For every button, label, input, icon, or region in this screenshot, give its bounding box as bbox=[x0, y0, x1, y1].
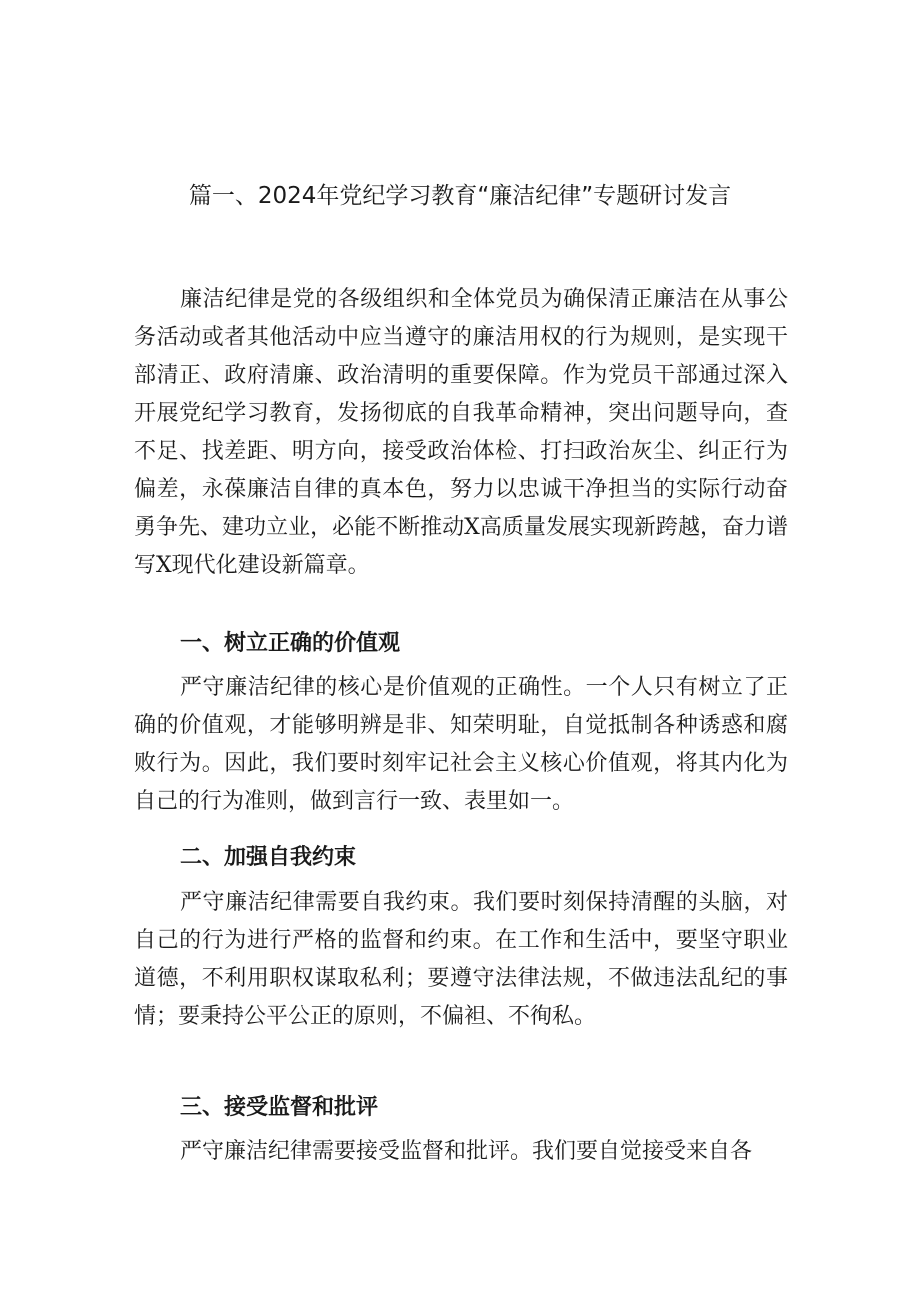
section-paragraph-self-discipline: 严守廉洁纪律需要自我约束。我们要时刻保持清醒的头脑，对自己的行为进行严格的监督和约束。在工作和生活中，要坚守职业道德，不利用职权谋取私利；要遵守法律法规，不做违法乱纪的事情；要秉持公平公正的原则，不偏袒、不徇私。 bbox=[134, 890, 788, 1029]
section-heading-self-discipline: 二、加强自我约束 bbox=[180, 845, 357, 870]
document-title: 篇一、2024年党纪学习教育“廉洁纪律”专题研讨发言 bbox=[188, 183, 732, 209]
section-heading-supervision: 三、接受监督和批评 bbox=[180, 1095, 379, 1120]
intro-paragraph: 廉洁纪律是党的各级组织和全体党员为确保清正廉洁在从事公务活动或者其他活动中应当遵守的廉洁用权的行为规则，是实现干部清正、政府清廉、政治清明的重要保障。作为党员干部通过深入开展党纪学习教育，发扬彻底的自我革命精神，突出问题导向，查不足、找差距、明方向，接受政治体检、打扫政治灰尘、纠正行为偏差，永葆廉洁自律的真本色，努力以忠诚干净担当的实际行动奋勇争先、建功立业，必能不断推动X高质量发展实现新跨越，奋力谱写X现代化建设新篇章。 bbox=[134, 287, 788, 578]
section-heading-values: 一、树立正确的价值观 bbox=[180, 631, 401, 656]
section-paragraph-values: 严守廉洁纪律的核心是价值观的正确性。一个人只有树立了正确的价值观，才能够明辨是非、知荣明耻，自觉抵制各种诱惑和腐败行为。因此，我们要时刻牢记社会主义核心价值观，将其内化为自己的行为准则，做到言行一致、表里如一。 bbox=[134, 675, 788, 814]
section-paragraph-supervision: 严守廉洁纪律需要接受监督和批评。我们要自觉接受来自各 bbox=[180, 1139, 753, 1164]
